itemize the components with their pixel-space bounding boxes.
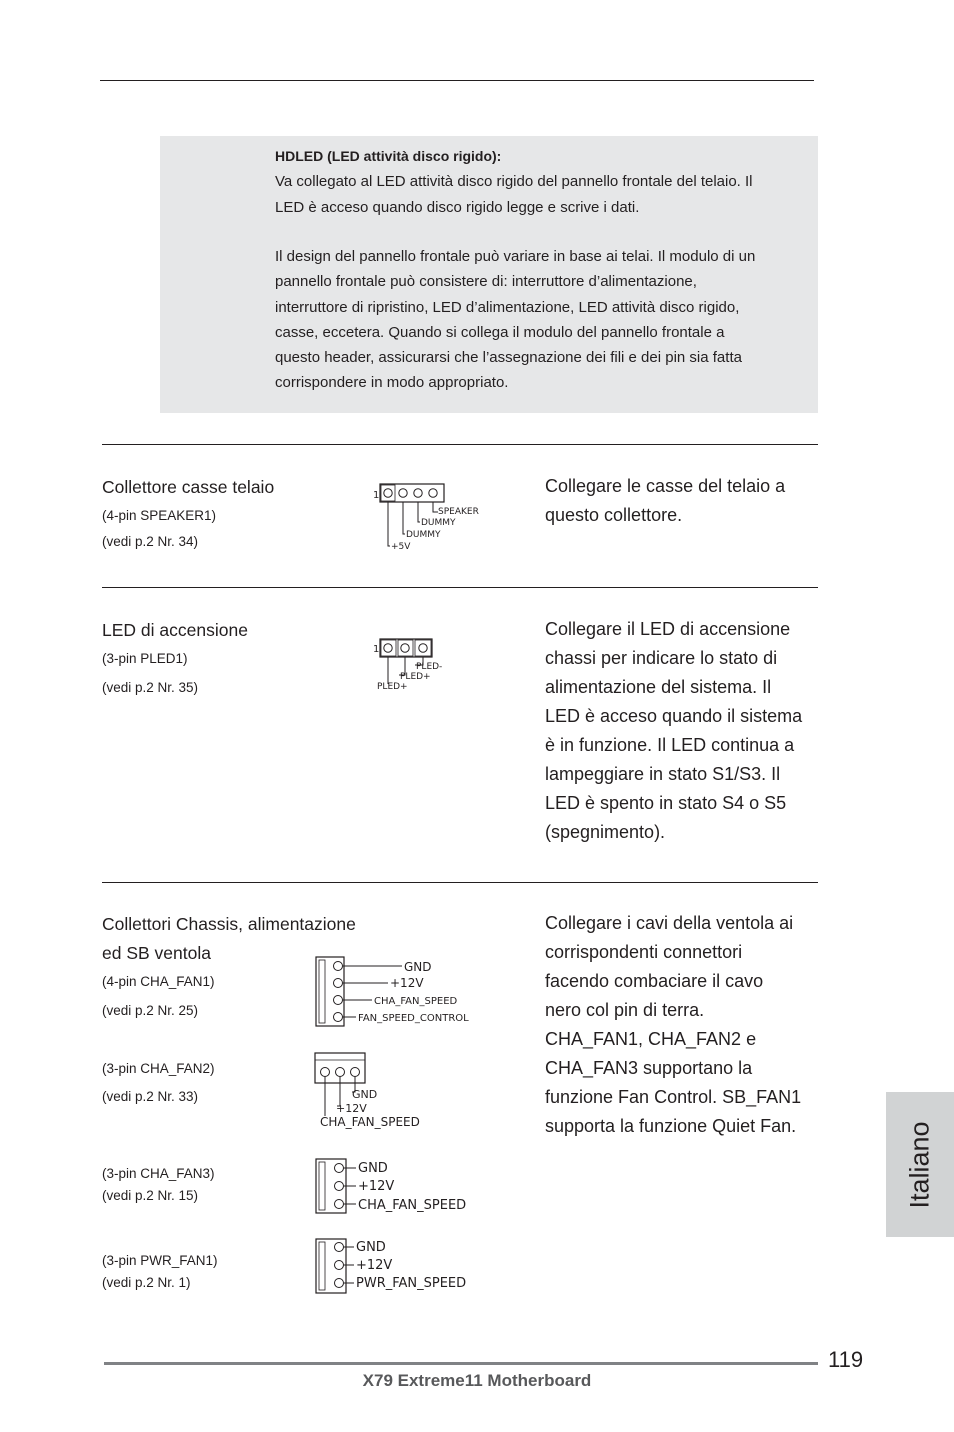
speaker-pins: (4-pin SPEAKER1): [102, 508, 217, 523]
fan-pin-label: GND: [352, 1088, 378, 1101]
pin1-label: 1: [373, 644, 380, 655]
top-rule: [100, 80, 814, 81]
fan-pin-label: GND: [356, 1240, 386, 1255]
note-line: pannello frontale può consistere di: interruttore d’alimentazione,: [275, 273, 697, 290]
section-rule: [102, 444, 818, 445]
pwr-fan1-pins: (3-pin PWR_FAN1): [102, 1253, 218, 1268]
fan-pin-label: PWR_FAN_SPEED: [356, 1276, 467, 1291]
pwr-fan1-ref: (vedi p.2 Nr. 1): [102, 1275, 191, 1290]
footer-title: X79 Extreme11 Motherboard: [362, 1371, 592, 1390]
note-line: Va collegato al LED attività disco rigido del pannello frontale del telaio. Il: [275, 173, 753, 190]
speaker-pin-label: SPEAKER: [438, 507, 479, 517]
pin1-label: 1: [373, 490, 380, 501]
cha-fan1-diagram: [314, 955, 484, 1029]
fan-pin-label: CHA_FAN_SPEED: [374, 996, 458, 1007]
fans-title: Collettori Chassis, alimentazione: [102, 914, 356, 934]
fan-pin-label: FAN_SPEED_CONTROL: [358, 1013, 469, 1024]
speaker-pin-label: +5V: [391, 542, 411, 552]
language-tab-label: Italiano: [904, 1120, 935, 1209]
pled-pin-label: PLED+: [400, 672, 431, 682]
fan-pin-label: +12V: [356, 1258, 393, 1273]
fan-pin-label: +12V: [390, 976, 424, 990]
fan-pin-label: CHA_FAN_SPEED: [358, 1198, 467, 1213]
note-line: casse, eccetera. Quando si collega il modulo del pannello frontale a: [275, 324, 725, 341]
note-line: interruttore di ripristino, LED d’alimentazione, LED attività disco rigido,: [275, 299, 740, 316]
pled-pins: (3-pin PLED1): [102, 651, 188, 666]
page-number: 119: [828, 1347, 864, 1372]
cha-fan2-diagram: [312, 1050, 442, 1132]
pled-description: Collegare il LED di accensione chassi per indicare lo stato di alimentazione del sistema. Il LED è acceso quando il sistema è in funzione. Il LED continua a lampeggiare in stato S1/S3. Il LED è spento in stato S4 o S5 (spegnimento).: [545, 619, 803, 842]
pled-pin-label: PLED-: [416, 662, 443, 672]
pled-ref: (vedi p.2 Nr. 35): [102, 680, 199, 695]
fans-description: Collegare i cavi della ventola ai corrispondenti connettori facendo combaciare il cavo nero col pin di terra. CHA_FAN1, CHA_FAN2 e CHA_FAN3 supportano la funzione Fan Control. SB_FAN1 supporta la funzione Quiet Fan.: [545, 913, 802, 1136]
cha-fan1-pins: (4-pin CHA_FAN1): [102, 974, 215, 989]
note-line: questo header, assicurarsi che l’assegnazione dei fili e dei pin sia fatta: [275, 349, 742, 366]
section-rule: [102, 882, 818, 883]
cha-fan3-diagram: [314, 1157, 484, 1215]
cha-fan2-pins: (3-pin CHA_FAN2): [102, 1061, 215, 1076]
speaker-header-diagram: [370, 480, 500, 556]
cha-fan2-ref: (vedi p.2 Nr. 33): [102, 1089, 199, 1104]
pwr-fan1-diagram: [314, 1237, 484, 1295]
pled-title: LED di accensione: [102, 620, 248, 640]
note-line: LED è acceso quando disco rigido legge e scrive i dati.: [275, 199, 640, 216]
speaker-title: Collettore casse telaio: [102, 477, 275, 497]
note-line: Il design del pannello frontale può variare in base ai telai. Il modulo di un: [275, 248, 756, 265]
speaker-description: Collegare le casse del telaio a questo collettore.: [545, 476, 786, 525]
note-line: corrispondere in modo appropriato.: [275, 374, 509, 391]
fan-pin-label: GND: [358, 1161, 388, 1176]
footer-title-wrap: [0, 1371, 954, 1391]
fan-pin-label: GND: [404, 960, 432, 974]
speaker-pin-label: DUMMY: [421, 518, 456, 528]
pled-header-diagram: [370, 636, 470, 696]
note-title: HDLED (LED attività disco rigido):: [275, 148, 502, 164]
fan-pin-label: CHA_FAN_SPEED: [320, 1115, 420, 1129]
speaker-ref: (vedi p.2 Nr. 34): [102, 534, 199, 549]
fans-title-2: ed SB ventola: [102, 943, 211, 963]
footer-rule: [104, 1362, 818, 1365]
pled-pin-label: PLED+: [377, 682, 408, 692]
speaker-pin-label: DUMMY: [406, 530, 441, 540]
fan-pin-label: +12V: [336, 1102, 367, 1115]
fan-pin-label: +12V: [358, 1179, 395, 1194]
cha-fan1-ref: (vedi p.2 Nr. 25): [102, 1003, 199, 1018]
cha-fan3-ref: (vedi p.2 Nr. 15): [102, 1188, 199, 1203]
language-tab: [886, 1092, 954, 1237]
section-rule: [102, 587, 818, 588]
cha-fan3-pins: (3-pin CHA_FAN3): [102, 1166, 215, 1181]
